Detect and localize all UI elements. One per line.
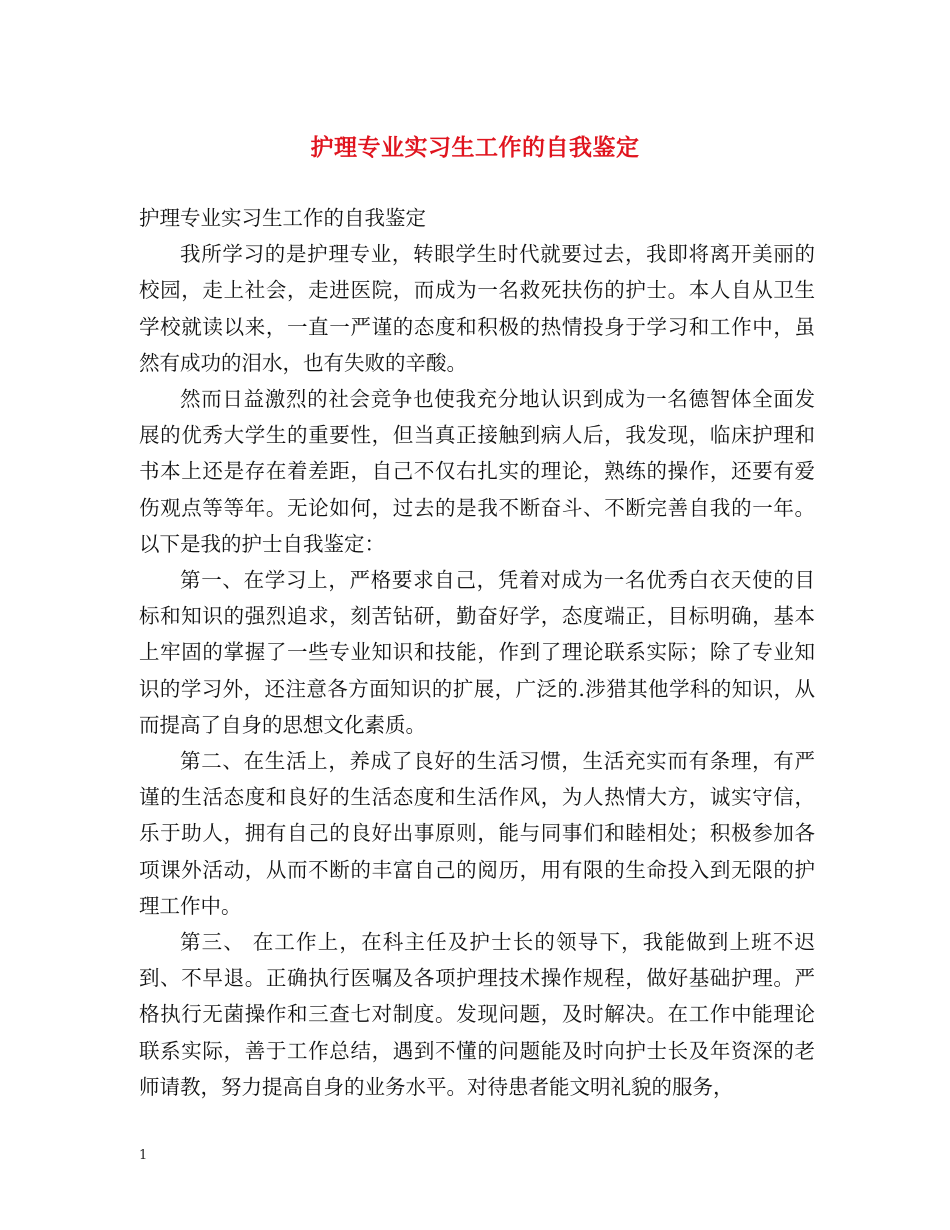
page-number: 1 — [139, 1148, 148, 1163]
paragraph-reflection: 然而日益激烈的社会竞争也使我充分地认识到成为一名德智体全面发展的优秀大学生的重要性，但当真正接触到病人后，我发现，临床护理和书本上还是存在着差距，自己不仅右扎实的理论，熟练的操作，还要有爱伤观点等等年。无论如何，过去的是我不断奋斗、不断完善自我的一年。以下是我的护士自我鉴定： — [139, 387, 815, 556]
document-subtitle: 护理专业实习生工作的自我鉴定 — [139, 206, 426, 230]
paragraph-study: 第一、在学习上，严格要求自己，凭着对成为一名优秀白衣天使的目标和知识的强烈追求，刻苦钻研，勤奋好学，态度端正，目标明确，基本上牢固的掌握了一些专业知识和技能，作到了理论联系实际；除了专业知识的学习外，还注意各方面知识的扩展，广泛的.涉猎其他学科的知识，从而提高了自身的思想文化素质。 — [139, 568, 815, 737]
paragraph-work: 第三、 在工作上，在科主任及护士长的领导下，我能做到上班不迟到、不早退。正确执行医嘱及各项护理技术操作规程，做好基础护理。严格执行无菌操作和三查七对制度。发现问题，及时解决。在工作中能理论联系实际，善于工作总结，遇到不懂的问题能及时向护士长及年资深的老师请教，努力提高自身的业务水平。对待患者能文明礼貌的服务， — [139, 930, 815, 1099]
document-title: 护理专业实习生工作的自我鉴定 — [310, 134, 640, 161]
paragraph-life: 第二、在生活上，养成了良好的生活习惯，生活充实而有条理，有严谨的生活态度和良好的生活态度和生活作风，为人热情大方，诚实守信，乐于助人，拥有自己的良好出事原则，能与同事们和睦相处；积极参加各项课外活动，从而不断的丰富自己的阅历，用有限的生命投入到无限的护理工作中。 — [139, 749, 815, 918]
paragraph-intro: 我所学习的是护理专业，转眼学生时代就要过去，我即将离开美丽的校园，走上社会，走进医院，而成为一名救死扶伤的护士。本人自从卫生学校就读以来，一直一严谨的态度和积极的热情投身于学习和工作中，虽然有成功的泪水，也有失败的辛酸。 — [139, 242, 815, 375]
document-body — [139, 200, 815, 1105]
